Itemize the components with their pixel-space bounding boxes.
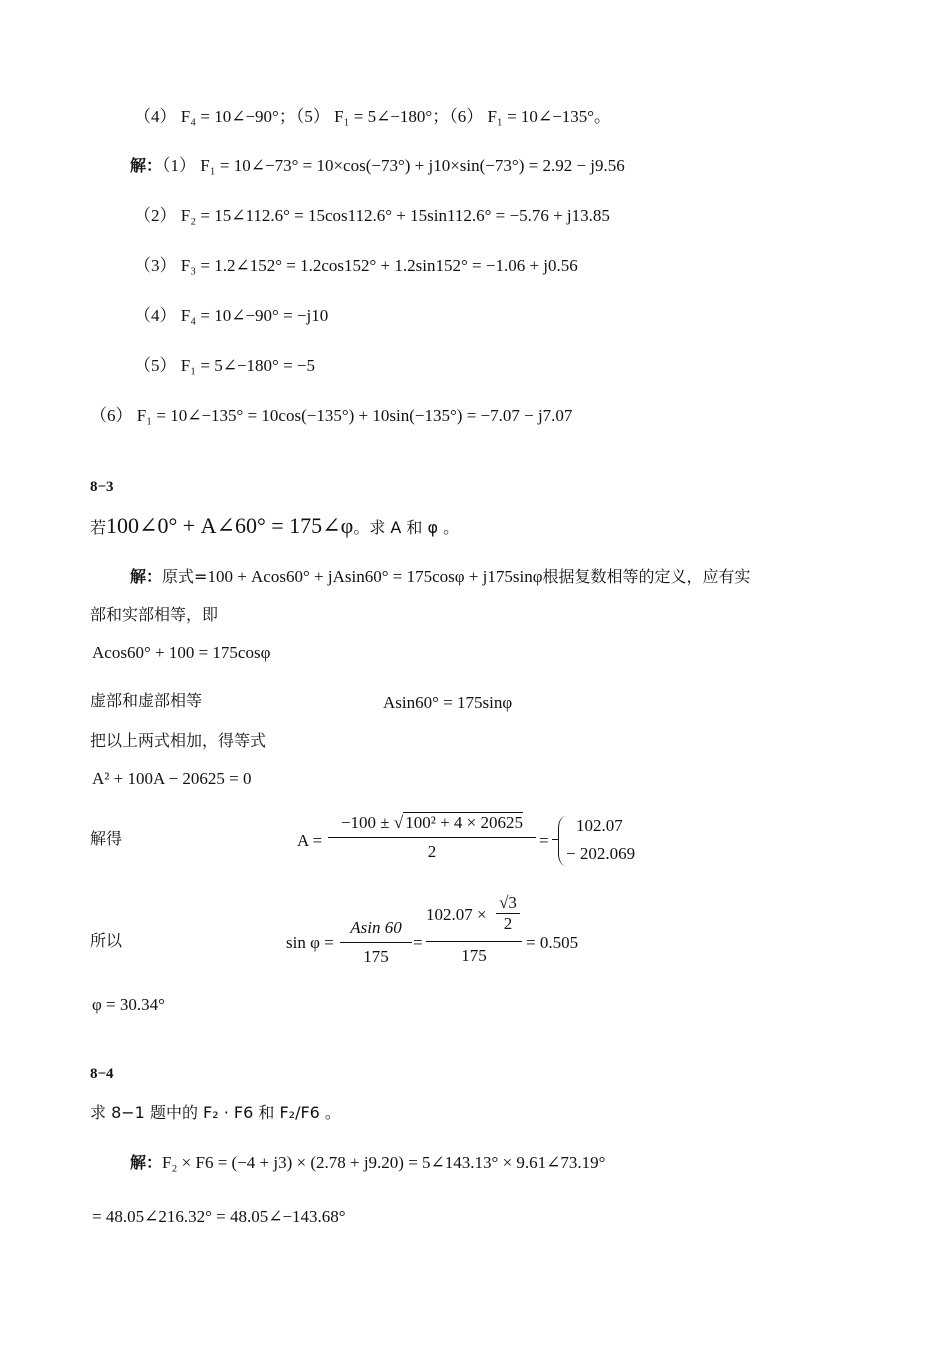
- solution-equation: F₂ × F6 = (−4 + j3) × (2.78 + j9.20) = 5∠143.13° × 9.61∠73.19°: [162, 1153, 606, 1172]
- equation-imag-part: Asin60° = 175sinφ: [383, 693, 513, 712]
- statement-prefix: 若: [90, 518, 107, 537]
- part1-solution-2: （2） F₂ = 15∠112.6° = 15cos112.6° + 15sin112.6° = −5.76 + j13.85: [134, 206, 610, 225]
- add-equations-label: 把以上两式相加，得等式: [90, 731, 267, 750]
- solution-label: 解：: [130, 156, 163, 175]
- solution-label: 解：: [130, 567, 163, 586]
- solution-tail: 根据复数相等的定义，应有实: [542, 567, 751, 586]
- problem-8-3-heading: 8−3: [90, 479, 114, 495]
- equation-real-part: Acos60° + 100 = 175cosφ: [92, 643, 271, 662]
- solve-equals: =: [539, 831, 549, 850]
- part1-solution-1: [130, 155, 625, 177]
- inner-fraction: [496, 893, 520, 934]
- sin-fraction-2-denominator: 175: [461, 946, 487, 965]
- solve-label: 解得: [90, 829, 123, 848]
- part1-solution-6: （6） F₁ = 10∠−135° = 10cos(−135°) + 10sin(−135°) = −7.07 − j7.07: [90, 406, 573, 425]
- solution-label: 解：: [130, 1153, 163, 1172]
- problem-8-3-solution-line2: 部和实部相等，即: [90, 605, 219, 624]
- imaginary-part-label: 虚部和虚部相等: [90, 691, 203, 710]
- problem-8-4-heading: 8−4: [90, 1066, 114, 1082]
- solution-eq-1: （1） F₁ = 10∠−73° = 10×cos(−73°) + j10×sin(−73°) = 2.92 − j9.56: [162, 156, 625, 175]
- quadratic-formula-denominator: 2: [427, 842, 437, 861]
- sin-fraction-2-numerator: [426, 893, 522, 942]
- numerator-prefix: −100 ±: [340, 813, 390, 832]
- quadratic-formula-fraction: [328, 812, 536, 862]
- sin-equals: =: [413, 933, 423, 952]
- so-label: 所以: [90, 931, 123, 950]
- part1-solution-4: （4） F₄ = 10∠−90° = −j10: [134, 306, 329, 325]
- quadratic-equation: A² + 100A − 20625 = 0: [92, 769, 252, 788]
- inner-denominator: 2: [503, 914, 513, 933]
- root-2: − 202.069: [566, 844, 636, 863]
- solution-text: 原式=: [162, 567, 208, 586]
- sin-phi-lhs: sin φ =: [286, 933, 334, 952]
- problem-8-4-solution-line1: [130, 1152, 605, 1174]
- statement-equation: 100∠0° + A∠60° = 175∠φ: [106, 513, 354, 538]
- sin-fraction-2-num-prefix: 102.07 ×: [426, 905, 487, 924]
- solve-lhs: A =: [297, 831, 323, 850]
- part1-solution-3: （3） F₃ = 1.2∠152° = 1.2cos152° + 1.2sin152° = −1.06 + j0.56: [134, 256, 578, 275]
- inner-numerator: √3: [496, 893, 520, 914]
- sin-fraction-1-denominator: 175: [363, 947, 389, 966]
- solution-equation: 100 + Acos60° + jAsin60° = 175cosφ + j175sinφ: [207, 567, 543, 586]
- numerator-radicand: 100² + 4 × 20625: [405, 813, 524, 832]
- statement-suffix: 。求 A 和 φ 。: [353, 518, 460, 537]
- quadratic-formula-numerator: −100 ± √ 100² + 4 × 20625: [328, 812, 536, 838]
- problem-8-3-statement: [90, 515, 459, 539]
- problem-8-3-solution-line1: [130, 566, 751, 588]
- sin-fraction-1-numerator: Asin 60: [340, 918, 412, 943]
- part1-solution-5: （5） F₁ = 5∠−180° = −5: [134, 356, 316, 375]
- sin-fraction-1: [340, 918, 412, 967]
- sin-fraction-2: [426, 893, 522, 966]
- sin-result: = 0.505: [526, 933, 579, 952]
- problem-8-4-solution-line2: = 48.05∠216.32° = 48.05∠−143.68°: [92, 1207, 346, 1226]
- problem-8-4-statement: 求 8−1 题中的 F₂ · F6 和 F₂/F6 。: [90, 1103, 341, 1122]
- root-1: 102.07: [576, 816, 623, 835]
- part1-line4: （4） F₄ = 10∠−90°；（5） F₁ = 5∠−180°；（6） F₁ = 10∠−135°。: [134, 107, 612, 126]
- phi-result: φ = 30.34°: [92, 995, 165, 1014]
